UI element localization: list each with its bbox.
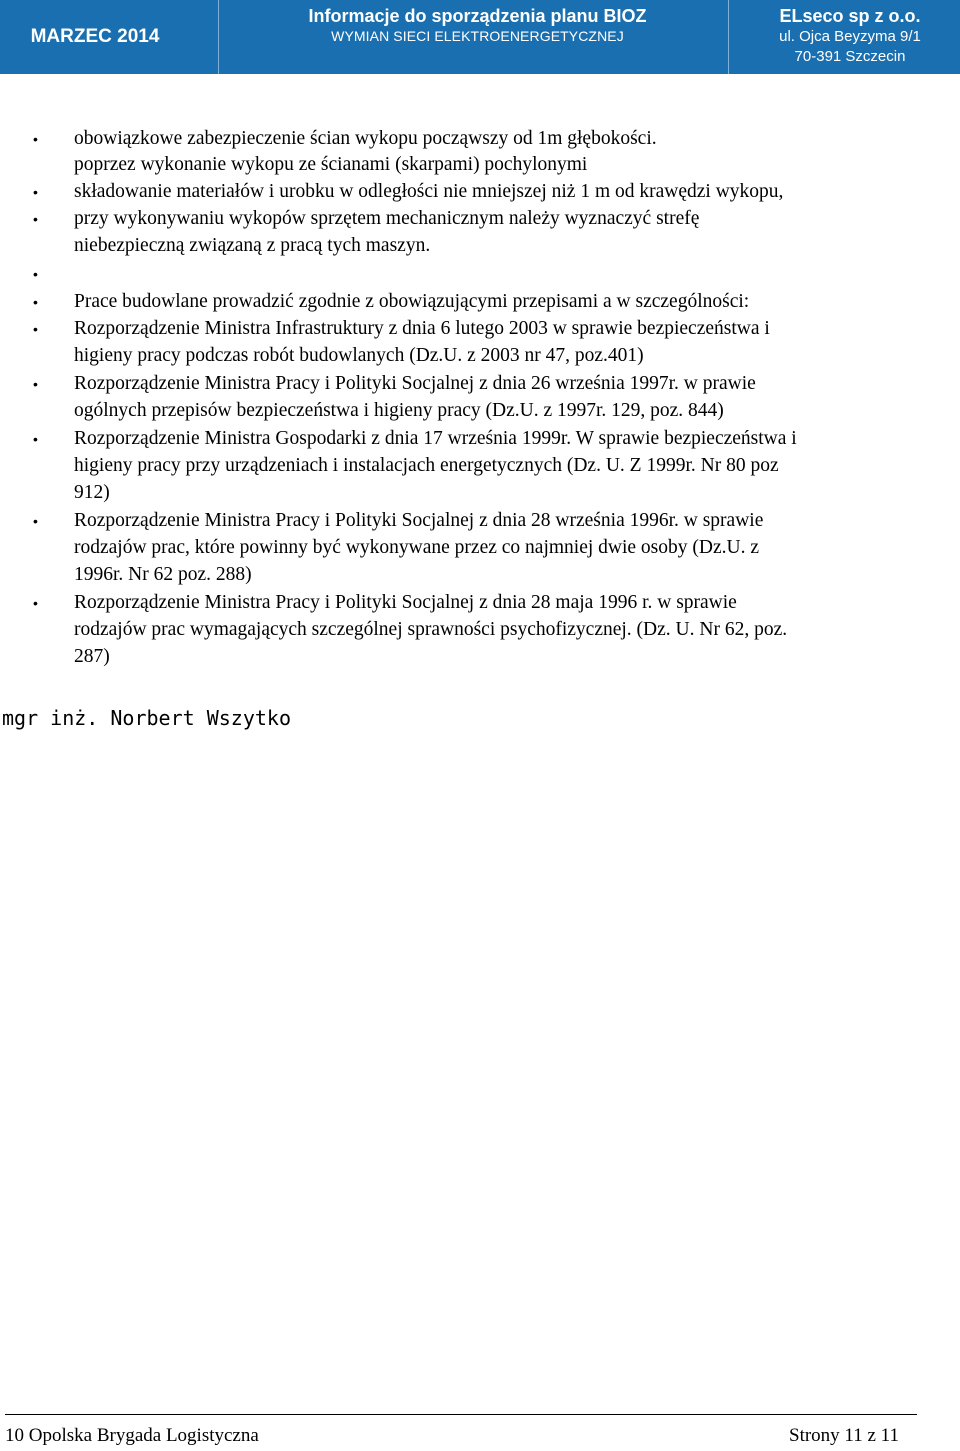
text-line: Prace budowlane prowadzić zgodnie z obowiązującymi przepisami a w szczególności: [74,291,750,312]
text-line: obowiązkowe zabezpieczenie ścian wykopu począwszy od 1m głębokości. [74,128,657,149]
text-line: poprzez wykonanie wykopu ze ścianami (skarpami) pochylonymi [74,154,588,175]
header-date: MARZEC 2014 [30,26,160,47]
text-line: przy wykonywaniu wykopów sprzętem mechanicznym należy wyznaczyć strefę [74,208,700,229]
bullet: • [33,211,38,227]
header-city: 70-391 Szczecin [794,48,906,65]
text-line: higieny pracy przy urządzeniach i instalacjach energetycznych (Dz. U. Z 1999r. Nr 80 poz [74,455,779,476]
bullet: • [33,513,38,529]
text-line: składowanie materiałów i urobku w odległości nie mniejszej niż 1 m od krawędzi wykopu, [74,181,784,202]
bullet: • [33,266,38,282]
text-line: higieny pracy podczas robót budowlanych (Dz.U. z 2003 nr 47, poz.401) [74,345,644,366]
header-company-block [740,0,960,74]
header-divider [218,0,219,74]
text-line: ogólnych przepisów bezpieczeństwa i higieny pracy (Dz.U. z 1997r. 129, poz. 844) [74,400,724,421]
bullet: • [33,376,38,392]
footer-left: 10 Opolska Brygada Logistyczna [5,1425,259,1446]
bullet: • [33,294,38,310]
text-line: rodzajów prac wymagających szczególnej sprawności psychofizycznej. (Dz. U. Nr 62, poz. [74,619,788,640]
footer-divider [5,1414,917,1415]
text-line: 287) [74,646,110,667]
signature: mgr inż. Norbert Wszytko [2,706,291,730]
text-line: Rozporządzenie Ministra Pracy i Polityki Socjalnej z dnia 28 maja 1996 r. w sprawie [74,592,737,613]
text-line: Rozporządzenie Ministra Gospodarki z dnia 17 września 1999r. W sprawie bezpieczeństwa i [74,428,797,449]
bullet: • [33,595,38,611]
header-company: ELseco sp z o.o. [779,6,921,26]
bullet: • [33,431,38,447]
text-line: 1996r. Nr 62 poz. 288) [74,564,252,585]
text-line: Rozporządzenie Ministra Pracy i Polityki Socjalnej z dnia 28 września 1996r. w sprawie [74,510,764,531]
bullet: • [33,131,38,147]
header-street: ul. Ojca Beyzyma 9/1 [779,28,921,45]
header-title: Informacje do sporządzenia planu BIOZ [308,6,647,26]
text-line: rodzajów prac, które powinny być wykonywane przez co najmniej dwie osoby (Dz.U. z [74,537,759,558]
header-subtitle: WYMIAN SIECI ELEKTROENERGETYCZNEJ [331,28,624,44]
text-line: Rozporządzenie Ministra Pracy i Polityki Socjalnej z dnia 26 września 1997r. w prawie [74,373,756,394]
bullet: • [33,184,38,200]
header-divider [728,0,729,74]
page-header [0,0,960,74]
text-line: Rozporządzenie Ministra Infrastruktury z dnia 6 lutego 2003 w sprawie bezpieczeństwa i [74,318,770,339]
text-line: niebezpieczną związaną z pracą tych maszyn. [74,235,431,256]
bullet: • [33,321,38,337]
footer-page-count: Strony 11 z 11 [789,1425,899,1446]
header-title-block [280,0,675,74]
text-line: 912) [74,482,110,503]
